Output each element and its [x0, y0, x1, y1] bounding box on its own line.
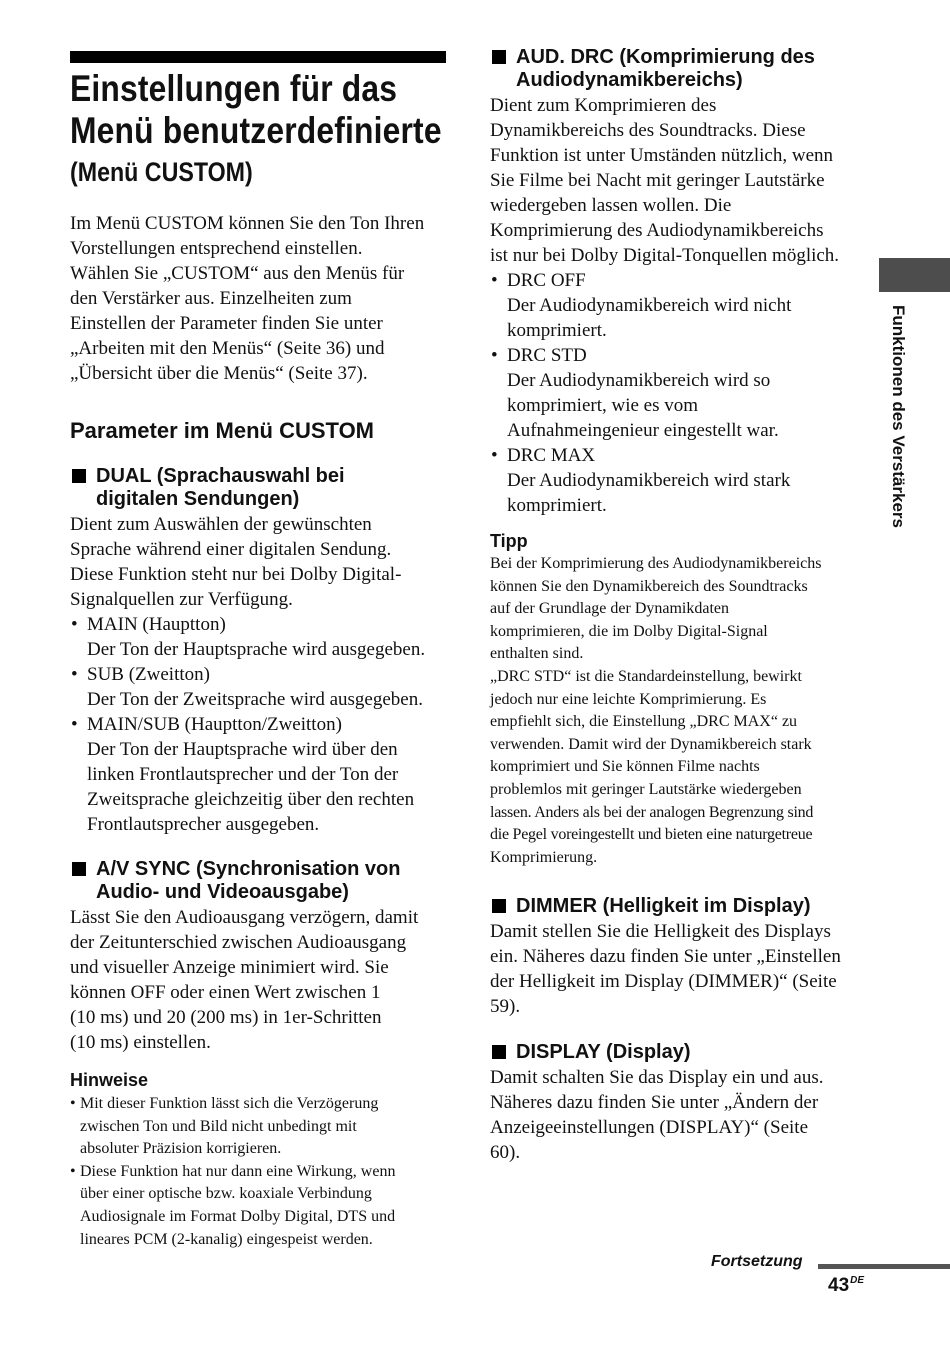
display-heading-text: DISPLAY (Display) [516, 1041, 691, 1063]
section-heading: Parameter im Menü CUSTOM [70, 418, 375, 443]
avsync-section [70, 858, 450, 1055]
bullet-dot-icon: • [491, 270, 498, 291]
option-label: DRC MAX [507, 445, 596, 466]
note-line: absoluter Präzision korrigieren. [80, 1140, 282, 1158]
option-label: DRC STD [507, 345, 587, 366]
intro-line: den Verstärker aus. Einzelheiten zum [70, 288, 352, 309]
chapter-tab-marker [879, 258, 950, 292]
tip-line: Komprimierung. [490, 848, 598, 866]
dual-option-list [70, 612, 450, 837]
bullet-dot-icon: • [71, 664, 78, 685]
square-bullet-icon [72, 469, 86, 483]
bullet-dot-icon: • [70, 1095, 76, 1112]
intro-line: „Arbeiten mit den Menüs“ (Seite 36) und [70, 338, 385, 359]
display-body-line: Anzeigeeinstellungen (DISPLAY)“ (Seite [490, 1117, 808, 1138]
audrc-body [490, 93, 870, 268]
display-heading [490, 1041, 870, 1064]
dual-body-line: Dient zum Auswählen der gewünschten [70, 514, 372, 535]
option-desc: komprimiert, wie es vom [507, 395, 699, 416]
display-body-line: Näheres dazu finden Sie unter „Ändern der [490, 1092, 819, 1113]
square-bullet-icon [492, 899, 506, 913]
page-number [828, 1275, 864, 1297]
audrc-heading [490, 46, 870, 92]
dimmer-body-line: ein. Näheres dazu finden Sie unter „Einstellen [490, 946, 841, 967]
display-body [490, 1065, 870, 1165]
intro-line: „Übersicht über die Menüs“ (Seite 37). [70, 363, 368, 384]
page-number-value: 43 [828, 1275, 850, 1296]
audrc-body-line: Sie Filme bei Nacht mit geringer Lautstärke [490, 170, 825, 191]
list-item [70, 712, 450, 837]
tip-section [490, 530, 870, 869]
note-line: Mit dieser Funktion lässt sich die Verzögerung [80, 1095, 379, 1112]
bullet-dot-icon: • [491, 345, 498, 366]
chapter-side-label: Funktionen des Verstärkers [889, 305, 908, 528]
square-bullet-icon [492, 1045, 506, 1059]
bullet-dot-icon: • [70, 1162, 76, 1180]
audrc-body-line: ist nur bei Dolby Digital-Tonquellen möglich. [490, 245, 840, 266]
audrc-section [490, 46, 870, 518]
tip-line: können Sie den Dynamikbereich des Soundtracks [490, 577, 808, 595]
square-bullet-icon [72, 862, 86, 876]
bullet-dot-icon: • [71, 614, 78, 635]
tip-line: enthalten sind. [490, 645, 584, 663]
intro-paragraph [70, 211, 450, 386]
option-desc: Der Ton der Hauptsprache wird ausgegeben. [87, 639, 426, 660]
dual-heading [70, 465, 450, 511]
list-item [70, 1093, 450, 1161]
avsync-heading [70, 858, 450, 904]
avsync-body-line: und visueller Anzeige minimiert wird. Sie [70, 957, 389, 978]
tip-line: jedoch nur eine leichte Komprimierung. Es [490, 690, 767, 708]
list-item [490, 343, 870, 443]
tip-line: auf der Grundlage der Dynamikdaten [490, 600, 730, 618]
tip-line: komprimiert und Sie können Filme nachts [490, 758, 760, 776]
bullet-dot-icon: • [71, 714, 78, 735]
tip-body [490, 553, 870, 869]
option-desc: komprimiert. [507, 320, 607, 341]
note-line: über einer optische bzw. koaxiale Verbindung [80, 1185, 372, 1203]
list-item [70, 662, 450, 712]
option-label: MAIN (Hauptton) [87, 614, 226, 635]
avsync-body-line: (10 ms) und 20 (200 ms) in 1er-Schritten [70, 1007, 382, 1028]
avsync-body-line: (10 ms) einstellen. [70, 1032, 211, 1053]
audrc-body-line: wiedergeben lassen wollen. Die [490, 195, 732, 216]
audrc-body-line: Komprimierung des Audiodynamikbereichs [490, 220, 824, 241]
tip-line: problemlos mit geringer Lautstärke wiedergeben [490, 780, 802, 798]
audrc-heading-line: Audiodynamikbereichs) [516, 69, 743, 91]
tip-line: „DRC STD“ ist die Standardeinstellung, bewirkt [490, 667, 802, 685]
note-line: lineares PCM (2-kanalig) eingespeist werden. [80, 1230, 373, 1248]
audrc-body-line: Funktion ist unter Umständen nützlich, wenn [490, 145, 834, 166]
notes-section [70, 1069, 450, 1251]
note-line: Audiosignale im Format Dolby Digital, DTS und [80, 1207, 396, 1225]
dual-section [70, 465, 450, 837]
tip-line: verwenden. Damit wird der Dynamikbereich stark [490, 735, 812, 753]
notes-list [70, 1093, 450, 1251]
tip-heading: Tipp [490, 531, 528, 551]
dimmer-section [490, 895, 870, 1019]
option-desc: Frontlautsprecher ausgegeben. [87, 814, 320, 835]
list-item [70, 612, 450, 662]
option-label: DRC OFF [507, 270, 586, 291]
page-subtitle: (Menü CUSTOM) [70, 157, 253, 187]
tip-line: empfiehlt sich, die Einstellung „DRC MAX“ zu [490, 713, 798, 731]
tip-line: Bei der Komprimierung des Audiodynamikbereichs [490, 555, 822, 572]
audrc-body-line: Dynamikbereichs des Soundtracks. Diese [490, 120, 806, 141]
avsync-body-line: Lässt Sie den Audioausgang verzögern, damit [70, 907, 419, 928]
page-title-line-2: Menü benutzerdefinierte [70, 110, 442, 151]
dimmer-body [490, 919, 870, 1019]
dimmer-body-line: 59). [490, 996, 521, 1017]
intro-line: Einstellen der Parameter finden Sie unter [70, 313, 383, 334]
list-item [490, 443, 870, 518]
audrc-heading-line: AUD. DRC (Komprimierung des [516, 46, 815, 68]
avsync-body-line: können OFF oder einen Wert zwischen 1 [70, 982, 381, 1003]
option-desc: komprimiert. [507, 495, 607, 516]
page-number-suffix: DE [850, 1275, 865, 1286]
option-desc: Aufnahmeingenieur eingestellt war. [507, 420, 779, 441]
avsync-heading-line: A/V SYNC (Synchronisation von [96, 858, 401, 880]
dual-heading-line: DUAL (Sprachauswahl bei [96, 465, 345, 487]
dual-heading-line: digitalen Sendungen) [96, 488, 300, 510]
list-item [70, 1161, 450, 1251]
dual-body-line: Sprache während einer digitalen Sendung. [70, 539, 392, 560]
dimmer-heading [490, 895, 870, 918]
option-desc: Zweitsprache gleichzeitig über den rechten [87, 789, 415, 810]
audrc-option-list [490, 268, 870, 518]
option-desc: Der Audiodynamikbereich wird nicht [507, 295, 792, 316]
notes-heading: Hinweise [70, 1070, 149, 1090]
list-item [490, 268, 870, 343]
dimmer-body-line: Damit stellen Sie die Helligkeit des Displays [490, 921, 831, 942]
intro-line: Im Menü CUSTOM können Sie den Ton Ihren [70, 213, 425, 234]
display-body-line: 60). [490, 1142, 521, 1163]
title-rule [70, 51, 446, 63]
page-title [70, 68, 442, 152]
dual-body-line: Diese Funktion steht nur bei Dolby Digital- [70, 564, 402, 585]
display-body-line: Damit schalten Sie das Display ein und aus. [490, 1067, 824, 1088]
tip-line: komprimieren, die im Dolby Digital-Signal [490, 622, 768, 640]
tip-line: lassen. Anders als bei der analogen Begrenzung sind [490, 803, 814, 821]
option-desc: Der Ton der Zweitsprache wird ausgegeben. [87, 689, 423, 710]
intro-line: Wählen Sie „CUSTOM“ aus den Menüs für [70, 263, 405, 284]
option-desc: Der Audiodynamikbereich wird so [507, 370, 771, 391]
square-bullet-icon [492, 50, 506, 64]
dual-body-line: Signalquellen zur Verfügung. [70, 589, 293, 610]
option-label: SUB (Zweitton) [87, 664, 210, 685]
dual-body [70, 512, 450, 612]
page-title-line-1: Einstellungen für das [70, 68, 398, 109]
tip-line: die Pegel voreingestellt und bieten eine naturgetreue [490, 826, 813, 844]
option-label: MAIN/SUB (Hauptton/Zweitton) [87, 714, 342, 735]
avsync-heading-line: Audio- und Videoausgabe) [96, 881, 349, 903]
option-desc: linken Frontlautsprecher und der Ton der [87, 764, 399, 785]
dimmer-heading-text: DIMMER (Helligkeit im Display) [516, 895, 811, 917]
avsync-body [70, 905, 450, 1055]
avsync-body-line: der Zeitunterschied zwischen Audioausgang [70, 932, 407, 953]
display-section [490, 1041, 870, 1165]
option-desc: Der Ton der Hauptsprache wird über den [87, 739, 398, 760]
bullet-dot-icon: • [491, 445, 498, 466]
continuation-label: Fortsetzung [711, 1253, 803, 1270]
note-line: zwischen Ton und Bild nicht unbedingt mit [80, 1117, 357, 1135]
dimmer-body-line: der Helligkeit im Display (DIMMER)“ (Seite [490, 971, 837, 992]
intro-line: Vorstellungen entsprechend einstellen. [70, 238, 363, 259]
option-desc: Der Audiodynamikbereich wird stark [507, 470, 791, 491]
audrc-body-line: Dient zum Komprimieren des [490, 95, 717, 116]
continuation-rule [818, 1264, 950, 1269]
note-line: Diese Funktion hat nur dann eine Wirkung, wenn [80, 1162, 396, 1180]
